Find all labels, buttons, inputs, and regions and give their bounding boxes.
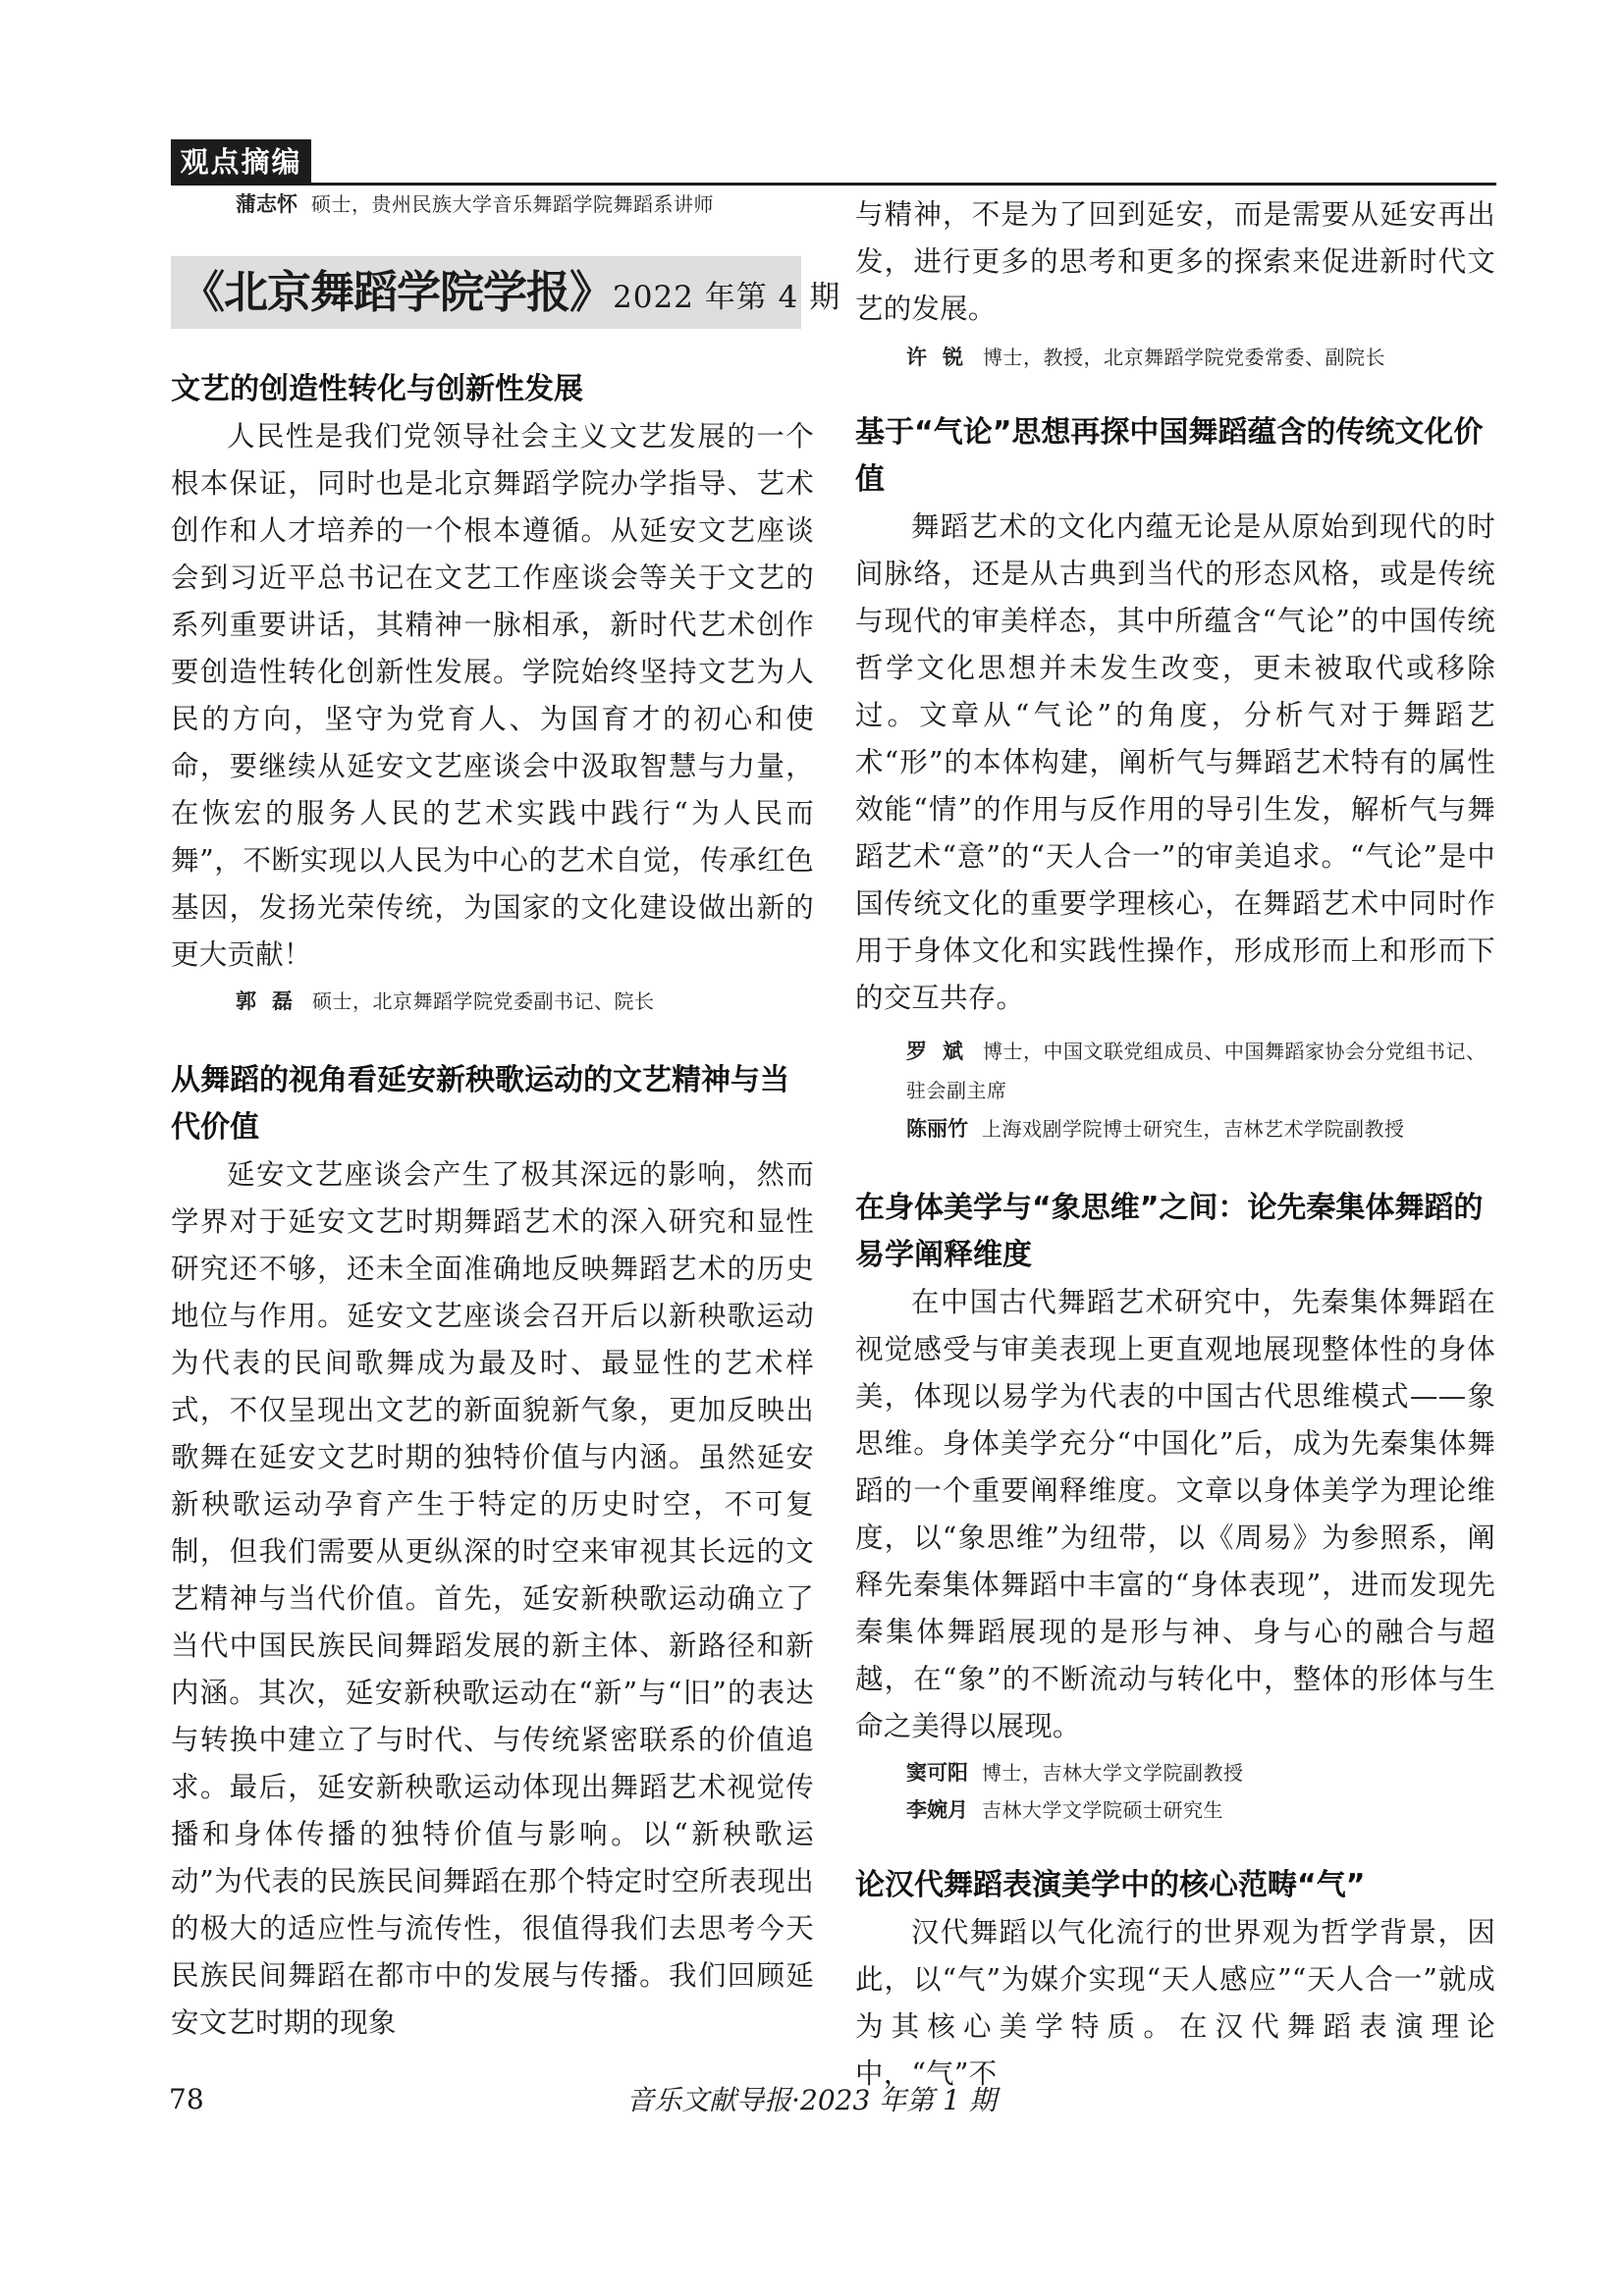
author-name: 许锐 [906, 346, 979, 369]
article-title: 基于“气论”思想再探中国舞蹈蕴含的传统文化价值 [855, 415, 1484, 497]
article-title: 论汉代舞蹈表演美学中的核心范畴“气” [855, 1868, 1366, 1902]
article-body: 人民性是我们党领导社会主义文艺发展的一个根本保证，同时也是北京舞蹈学院办学指导、艺术创作和人才培养的一个根本遵循。从延安文艺座谈会到习近平总书记在文艺工作座谈会等关于文艺的系列重要讲话，其精神一脉相承，新时代艺术创作要创造性转化创新性发展。学院始终坚持文艺为人民的方向，坚守为党育人、为国育才的初心和使命，要继续从延安文艺座谈会中汲取智慧与力量，在恢宏的服务人民的艺术实践中践行“为人民而舞”，不断实现以人民为中心的艺术自觉，传承红色基因，发扬光荣传统，为国家的文化建设做出新的更大贡献！ [171, 420, 814, 971]
article-body: 舞蹈艺术的文化内蕴无论是从原始到现代的时间脉络，还是从古典到当代的形态风格，或是传统与现代的审美样态，其中所蕴含“气论”的中国传统哲学文化思想并未发生改变，更未被取代或移除过。文章从“气论”的角度，分析气对于舞蹈艺术“形”的本体构建，阐析气与舞蹈艺术特有的属性效能“情”的作用与反作用的导引生发，解析气与舞蹈艺术“意”的“天人合一”的审美追求。“气论”是中国传统文化的重要学理核心，在舞蹈艺术中同时作用于身体文化和实践性操作，形成形而上和形而下的交互共存。 [855, 510, 1495, 1014]
author-desc: 硕士，北京舞蹈学院党委副书记、院长 [312, 989, 655, 1013]
article-body: 在中国古代舞蹈艺术研究中，先秦集体舞蹈在视觉感受与审美表现上更直观地展现整体性的身体美，体现以易学为代表的中国古代思维模式——象思维。身体美学充分“中国化”后，成为先秦集体舞蹈的一个重要阐释维度。文章以身体美学为理论维度，以“象思维”为纽带，以《周易》为参照系，阐释先秦集体舞蹈中丰富的“身体表现”，进而发现先秦集体舞蹈展现的是形与神、身与心的融合与超越，在“象”的不断流动与转化中，整体的形体与生命之美得以展现。 [855, 1286, 1495, 1742]
author-name: 窦可阳 [906, 1761, 968, 1785]
author-desc: 博士，教授，北京舞蹈学院党委常委、副院长 [983, 346, 1385, 369]
left-column [171, 191, 841, 2047]
journal-title: 《北京舞蹈学院学报》 [181, 266, 614, 318]
author-desc: 博士，吉林大学文学院副教授 [982, 1761, 1244, 1785]
author-line [171, 191, 814, 217]
author-name: 李婉月 [906, 1798, 968, 1822]
author-name: 陈丽竹 [906, 1117, 968, 1141]
author-line [171, 988, 814, 1014]
journal-issue: 2022 年第 4 期 [613, 280, 841, 315]
author-line [855, 345, 1495, 370]
article-title: 从舞蹈的视角看延安新秧歌运动的文艺精神与当代价值 [171, 1063, 789, 1145]
author-desc: 博士，中国文联党组成员、中国舞蹈家协会分党组书记、驻会副主席 [906, 1040, 1487, 1102]
author-line [855, 1797, 1495, 1823]
article-title: 文艺的创造性转化与创新性发展 [171, 372, 583, 406]
section-label: 观点摘编 [171, 139, 311, 185]
article-title: 在身体美学与“象思维”之间：论先秦集体舞蹈的易学阐释维度 [855, 1191, 1484, 1272]
page-number: 78 [169, 2083, 204, 2115]
article-continuation: 与精神，不是为了回到延安，而是需要从延安再出发，进行更多的思考和更多的探索来促进新时代文艺的发展。 [855, 198, 1495, 325]
footer-issue: 音乐文献导报·2023 年第 1 期 [626, 2084, 997, 2116]
author-desc: 吉林大学文学院硕士研究生 [982, 1798, 1223, 1822]
header-rule [171, 183, 1496, 186]
author-line [855, 1032, 1495, 1110]
author-desc: 硕士，贵州民族大学音乐舞蹈学院舞蹈系讲师 [311, 192, 714, 216]
author-name: 郭磊 [236, 989, 308, 1013]
article-body: 延安文艺座谈会产生了极其深远的影响，然而学界对于延安文艺时期舞蹈艺术的深入研究和显性研究还不够，还未全面准确地反映舞蹈艺术的历史地位与作用。延安文艺座谈会召开后以新秧歌运动为代表的民间歌舞成为最及时、最显性的艺术样式，不仅呈现出文艺的新面貌新气象，更加反映出歌舞在延安文艺时期的独特价值与内涵。虽然延安新秧歌运动孕育产生于特定的历史时空，不可复制，但我们需要从更纵深的时空来审视其长远的文艺精神与当代价值。首先，延安新秧歌运动确立了当代中国民族民间舞蹈发展的新主体、新路径和新内涵。其次，延安新秧歌运动在“新”与“旧”的表达与转换中建立了与时代、与传统紧密联系的价值追求。最后，延安新秧歌运动体现出舞蹈艺术视觉传播和身体传播的独特价值与影响。以“新秧歌运动”为代表的民族民间舞蹈在那个特定时空所表现出的极大的适应性与流传性，很值得我们去思考今天民族民间舞蹈在都市中的发展与传播。我们回顾延安文艺时期的现象 [171, 1158, 814, 2039]
right-column [855, 191, 1495, 2098]
author-name: 蒲志怀 [236, 192, 298, 216]
author-line [855, 1116, 1495, 1142]
author-desc: 上海戏剧学院博士研究生，吉林艺术学院副教授 [982, 1117, 1405, 1141]
journal-heading [171, 256, 841, 329]
author-line [855, 1760, 1495, 1786]
article-body: 汉代舞蹈以气化流行的世界观为哲学背景，因此，以“气”为媒介实现“天人感应”“天人合一”就成为其核心美学特质。在汉代舞蹈表演理论中，“气”不 [855, 1916, 1495, 2090]
author-name: 罗斌 [906, 1040, 979, 1063]
